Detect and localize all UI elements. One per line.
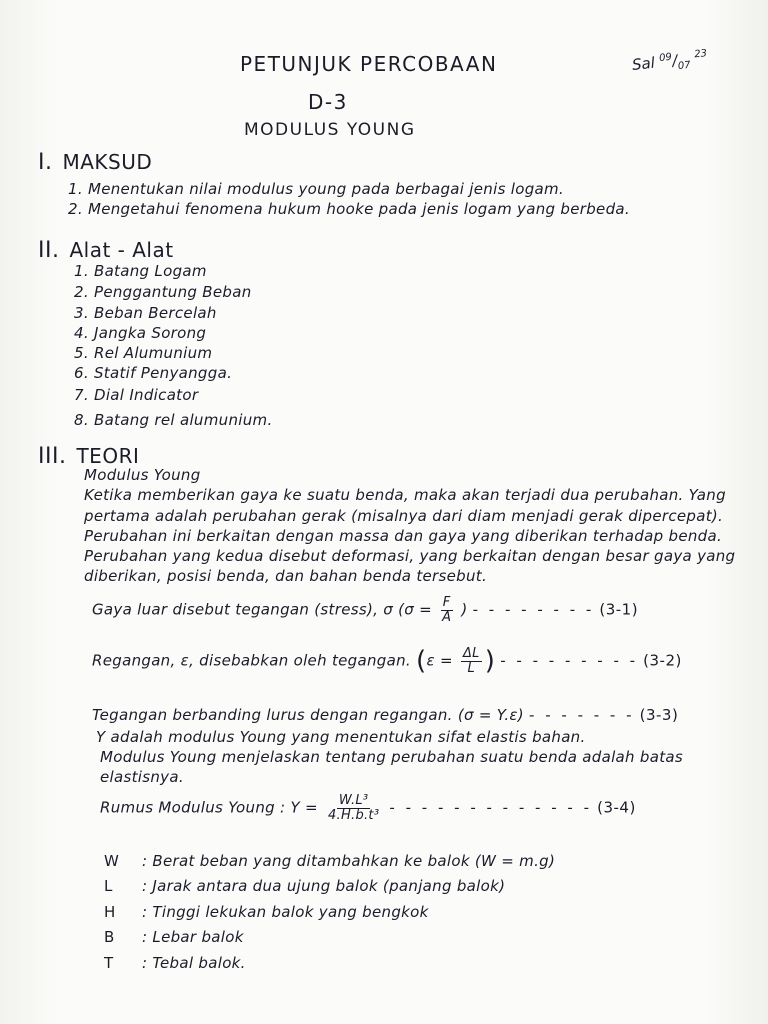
equation-ref: (3-2): [643, 651, 682, 670]
equation-text: Tegangan berbanding lurus dengan regangan.: [92, 706, 453, 724]
legend-item: [104, 954, 246, 972]
signature-date: Sal $^{09}/_{07}$ $^{23}$: [631, 48, 708, 74]
list-item: 6. Statif Penyangga.: [74, 364, 233, 382]
section-maksud-heading: [38, 150, 152, 175]
equation-ref: (3-1): [599, 600, 639, 619]
bracket: ): [461, 600, 468, 619]
paragraph-line: pertama adalah perubahan gerak (misalnya dari diam menjadi gerak dipercepat).: [84, 507, 724, 525]
list-item: 5. Rel Alumunium: [74, 344, 213, 362]
paragraph-line: Perubahan ini berkaitan dengan massa dan gaya yang diberikan terhadap benda.: [84, 527, 723, 545]
legend-item: [104, 928, 244, 946]
fraction: [326, 794, 381, 822]
legend-symbol: B: [104, 928, 115, 946]
leader-dots: - - - - - - - - - - - - -: [389, 798, 593, 817]
list-item: 2. Mengetahui fenomena hukum hooke pada jenis logam yang berbeda.: [68, 200, 630, 218]
legend-symbol: W: [104, 852, 120, 870]
legend-symbol: T: [104, 954, 114, 972]
list-item: 1. Menentukan nilai modulus young pada berbagai jenis logam.: [68, 180, 564, 198]
leader-dots: - - - - - - - - -: [500, 651, 639, 670]
equation-lhs: ε =: [426, 651, 453, 670]
paragraph-line: elastisnya.: [100, 768, 184, 786]
section-alat-heading: [38, 238, 174, 263]
paragraph-line: Ketika memberikan gaya ke suatu benda, maka akan terjadi dua perubahan. Yang: [84, 486, 726, 504]
legend-desc: : Jarak antara dua ujung balok (panjang balok): [142, 877, 506, 895]
legend-item: [104, 852, 555, 870]
sign-suffix: 23: [693, 48, 708, 61]
equation-text: Regangan, ε, disebabkan oleh tegangan.: [92, 651, 411, 670]
section-title: TEORI: [76, 444, 140, 468]
subsection-title: Modulus Young: [84, 466, 201, 484]
equation-3-4: [100, 794, 636, 822]
section-title: MAKSUD: [62, 150, 153, 174]
denominator: 4.H.b.t³: [327, 807, 380, 823]
doc-code: D-3: [308, 90, 348, 114]
section-number: III.: [38, 444, 67, 469]
leader-dots: - - - - - - -: [529, 706, 635, 724]
leader-dots: - - - - - - - -: [472, 600, 595, 619]
legend-desc: : Lebar balok: [142, 928, 244, 946]
numerator: F: [442, 595, 451, 610]
section-number: II.: [38, 238, 60, 263]
equation-ref: (3-4): [597, 798, 636, 817]
sign-date-bottom: 07: [677, 59, 692, 73]
paragraph-line: diberikan, posisi benda, dan bahan benda tersebut.: [84, 567, 488, 585]
equation-3-2: Regangan, ε, disebabkan oleh tegangan. (ε = $\frac{\Delta L}{L}$ ) - - - - - - - - - (3-2): [92, 645, 682, 676]
equation-text: Rumus Modulus Young : Y =: [100, 798, 318, 817]
denominator: L: [467, 660, 476, 676]
section-title: Alat - Alat: [69, 238, 174, 262]
fraction: [440, 596, 453, 624]
legend-desc: : Berat beban yang ditambahkan ke balok (W = m.g): [142, 852, 556, 870]
doc-subject: MODULUS YOUNG: [244, 120, 416, 140]
legend-desc: : Tebal balok.: [142, 954, 246, 972]
list-item: 7. Dial Indicator: [74, 386, 199, 404]
fraction: [461, 647, 482, 675]
list-item: 3. Beban Bercelah: [74, 304, 217, 322]
list-item: 2. Penggantung Beban: [74, 283, 252, 301]
section-number: I.: [38, 150, 53, 175]
doc-title: PETUNJUK PERCOBAAN: [240, 52, 498, 76]
list-item: 8. Batang rel alumunium.: [74, 411, 273, 429]
sign-date-top: 09: [658, 51, 673, 65]
numerator: W.L³: [338, 793, 369, 808]
signature: Sal: [631, 53, 656, 74]
legend-item: [104, 877, 505, 895]
legend-desc: : Tinggi lekukan balok yang bengkok: [142, 903, 429, 921]
paragraph-line: Y adalah modulus Young yang menentukan sifat elastis bahan.: [96, 728, 586, 746]
list-item: 1. Batang Logam: [74, 262, 207, 280]
equation-ref: (3-3): [639, 706, 679, 724]
paragraph-line: Modulus Young menjelaskan tentang perubahan suatu benda adalah batas: [100, 748, 684, 766]
legend-item: [104, 903, 429, 921]
legend-symbol: H: [104, 903, 116, 921]
equation-3-3: [92, 706, 678, 724]
list-item: 4. Jangka Sorong: [74, 324, 207, 342]
equation-3-1: [92, 596, 638, 624]
legend-symbol: L: [104, 877, 113, 895]
denominator: A: [442, 609, 452, 625]
equation-expr: (σ = Y.ε): [457, 706, 524, 724]
paragraph-line: Perubahan yang kedua disebut deformasi, yang berkaitan dengan besar gaya yang: [84, 547, 736, 565]
numerator: ΔL: [462, 645, 480, 661]
equation-text: Gaya luar disebut tegangan (stress), σ (σ =: [92, 600, 433, 619]
